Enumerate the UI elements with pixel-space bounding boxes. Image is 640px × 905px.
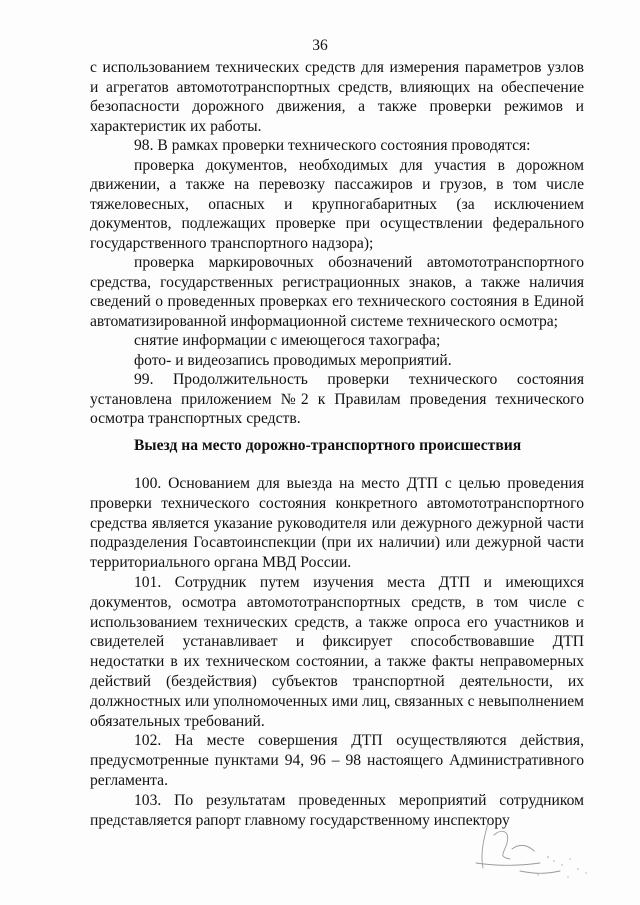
paragraph-103: 103. По результатам проведенных мероприятий сотрудником представляется рапорт главному государственному инспектору [90,791,584,829]
paragraph-100: 100. Основанием для выезда на место ДТП с целью проведения проверки технического состояния конкретного автомототранспортного средства является указание руководителя или дежурного дежурной части подразделения Госавтоинспекции (при их наличии) или дежурной части территориального органа МВД России. [90,475,584,572]
text-block-top [90,58,584,429]
paragraph-98: 98. В рамках проверки технического состояния проводятся: [134,137,531,154]
paragraph-marking-check: проверка маркировочных обозначений автомототранспортного средства, государственных регистрационных знаков, а также наличия сведений о проведенных проверках его технического состояния в Единой автоматизированной информационной системе технического осмотра; [90,254,584,330]
page-number: 36 [312,37,328,54]
paragraph-102: 102. На месте совершения ДТП осуществляются действия, предусмотренные пунктами 94, 96 – 98 настоящего Административного регламента. [90,732,584,789]
paragraph-document-check: проверка документов, необходимых для участия в дорожном движении, а также на перевозку пассажиров и грузов, в том числе тяжеловесных, опасных и крупногабаритных (за исключением документов, подлежащих проверке при осуществлении федерального государственного транспортного надзора); [90,156,584,252]
paragraph-tachograph: снятие информации с имеющегося тахографа; [134,332,441,349]
text-block-bottom [90,474,584,830]
paragraph-continuation: с использованием технических средств для измерения параметров узлов и агрегатов автомототранспортных средств, влияющих на обеспечение безопасности дорожного движения, а также проверки режимов и характеристик их работы. [90,59,584,135]
section-heading: Выезд на место дорожно-транспортного происшествия [134,437,522,454]
signature-image [450,813,600,883]
paragraph-photo-video: фото- и видеозапись проводимых мероприятий. [134,351,452,369]
paragraph-99: 99. Продолжительность проверки технического состояния установлена приложением №2 к Правилам проведения технического осмотра транспортных средств. [90,371,584,427]
paragraph-101: 101. Сотрудник путем изучения места ДТП и имеющихся документов, осмотра автомототранспортных средств, в том числе с использованием технических средств, а также опроса его участников и свидетелей устанавливает и фиксирует способствовавшие ДТП недостатки в их техническом состоянии, а также факты неправомерных действий (бездействия) субъектов транспортной деятельности, их должностных или уполномоченных ими лиц, связанных с невыполнением обязательных требований. [90,573,584,730]
